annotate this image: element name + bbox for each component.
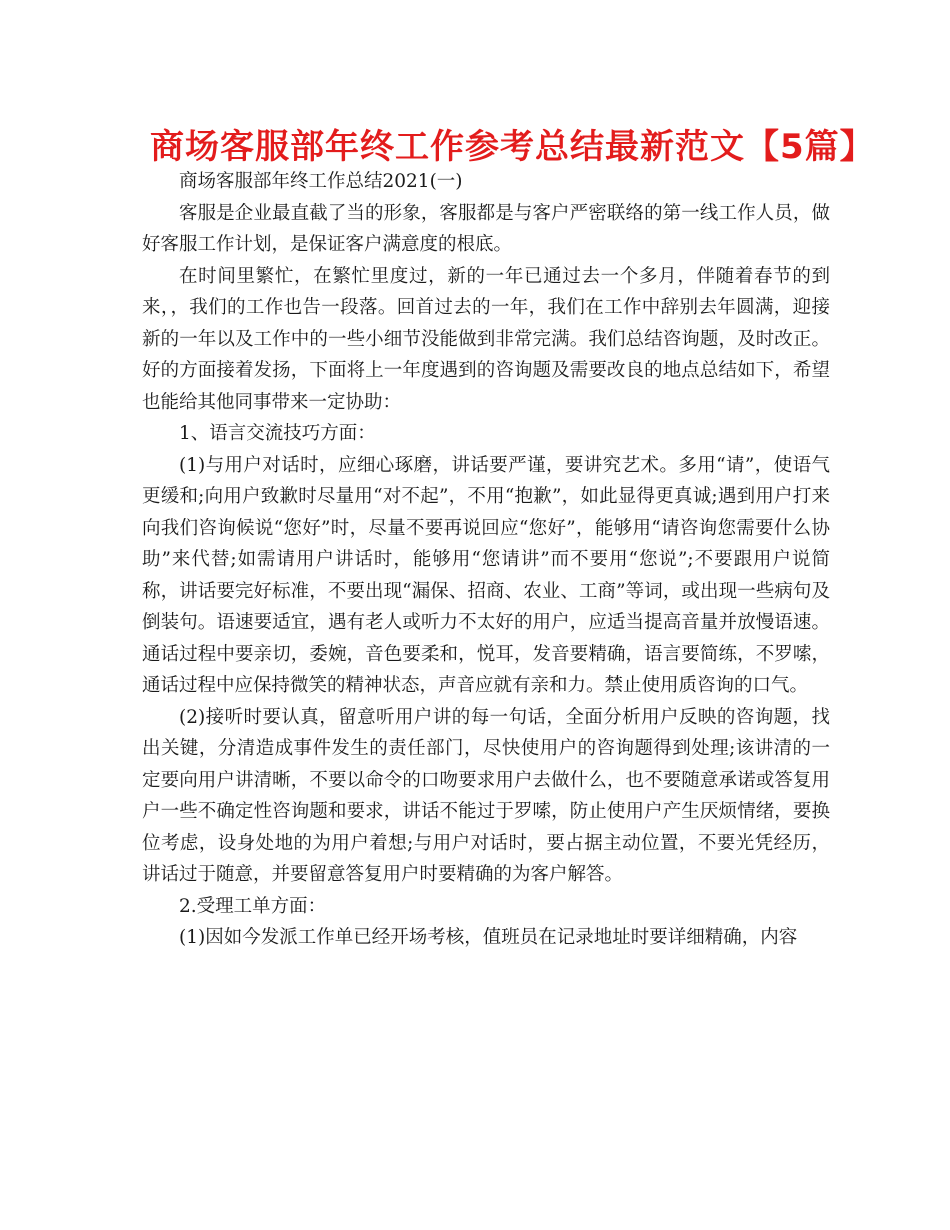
paragraph: 在时间里繁忙，在繁忙里度过，新的一年已通过去一个多月，伴随着春节的到来，，我们的工作也告一段落。回首过去的一年，我们在工作中辞别去年圆满，迎接新的一年以及工作中的一些小细节没能做到非常完满。我们总结咨询题，及时改正。好的方面接着发扬，下面将上一年度遇到的咨询题及需要改良的地点总结如下，希望也能给其他同事带来一定协助：: [142, 265, 830, 413]
paragraph-subtitle: 商场客服部年终工作总结2021(一): [179, 171, 463, 192]
document-body: [142, 166, 830, 954]
paragraph: (1)因如今发派工作单已经开场考核，值班员在记录地址时要详细精确，内容: [179, 927, 798, 948]
paragraph: (2)接听时要认真，留意听用户讲的每一句话，全面分析用户反映的咨询题，找出关键，分清造成事件发生的责任部门，尽快使用户的咨询题得到处理;该讲清的一定要向用户讲清晰，不要以命令的口吻要求用户去做什么，也不要随意承诺或答复用户一些不确定性咨询题和要求，讲话不能过于罗嗦，防止使用户产生厌烦情绪，要换位考虑，设身处地的为用户着想;与用户对话时，要占据主动位置，不要光凭经历，讲话过于随意，并要留意答复用户时要精确的为客户解答。: [142, 706, 830, 885]
paragraph: (1)与用户对话时，应细心琢磨，讲话要严谨，要讲究艺术。多用“请”，使语气更缓和;向用户致歉时尽量用“对不起”，不用“抱歉”，如此显得更真诚;遇到用户打来向我们咨询候说“您好”时，尽量不要再说回应“您好”，能够用“请咨询您需要什么协助”来代替;如需请用户讲话时，能够用“您请讲”而不要用“您说”;不要跟用户说简称，讲话要完好标准，不要出现“漏保、招商、农业、工商”等词，或出现一些病句及倒装句。语速要适宜，遇有老人或听力不太好的用户，应适当提高音量并放慢语速。通话过程中要亲切，委婉，音色要柔和，悦耳，发音要精确，语言要简练，不罗嗦，通话过程中应保持微笑的精神状态，声音应就有亲和力。禁止使用质咨询的口气。: [142, 454, 830, 696]
paragraph: 客服是企业最直截了当的形象，客服都是与客户严密联络的第一线工作人员，做好客服工作计划，是保证客户满意度的根底。: [142, 202, 830, 255]
document-title: 商场客服部年终工作参考总结最新范文【5篇】: [150, 127, 875, 167]
section-heading: 1、语言交流技巧方面：: [179, 423, 376, 444]
section-heading: 2.受理工单方面：: [179, 895, 327, 917]
